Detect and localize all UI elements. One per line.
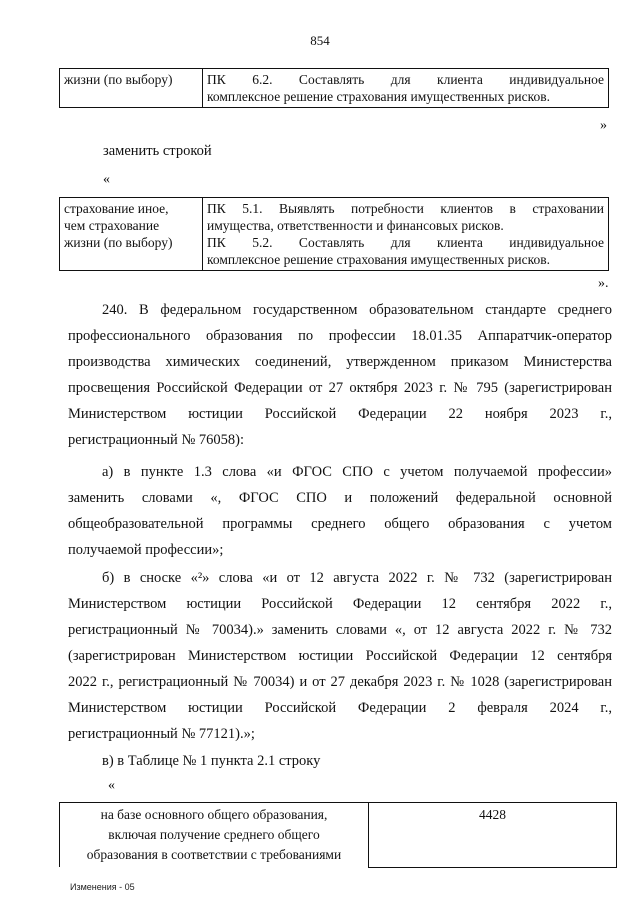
table-cell-competencies: ПК 5.1. Выявлять потребности клиентов в страховании имущества, ответственности и финансовых рисков. ПК 5.2. Составлять для клиента индивидуальное комплексное решение страхования имущественных рисков. <box>203 198 609 271</box>
footer-label: Изменения - 05 <box>70 882 135 892</box>
table-cell-competencies: ПК 6.2. Составлять для клиента индивидуальное комплексное решение страхования имущественных рисков. <box>203 69 609 108</box>
replace-instruction: заменить строкой <box>103 143 212 159</box>
opening-quote: « <box>103 172 110 187</box>
closing-quote: » <box>600 118 607 133</box>
paragraph-b: б) в сноске «²» слова «и от 12 августа 2022 г. № 732 (зарегистрирован Министерством юстиции Российской Федерации 12 сентября 2022 г., регистрационный № 70034).» заменить словами «, от 12 августа 2022 г. № 732 (зарегистрирован Министерством юстиции Российской Федерации 12 сентября 2022 г., регистрационный № 70034) и от 27 декабря 2023 г. № 1028 (зарегистрирован Министерством юстиции Российской Федерации 2 февраля 2024 г., регистрационный № 77121).»; <box>68 570 612 742</box>
table-row-education-base <box>59 802 617 868</box>
closing-quote-period: ». <box>598 276 609 291</box>
table-cell-specialty: страхование иное, чем страхование жизни (по выбору) <box>60 198 203 271</box>
table-cell-education-base: на базе основного общего образования, включая получение среднего общего образования в соответствии с требованиями <box>60 803 369 868</box>
table-row-life-insurance <box>59 68 609 108</box>
table-cell-hours: 4428 <box>369 803 617 868</box>
opening-quote: « <box>108 778 115 793</box>
table-cell-specialty: жизни (по выбору) <box>60 69 203 108</box>
table-row-other-insurance <box>59 197 609 271</box>
paragraph-c: в) в Таблице № 1 пункта 2.1 строку <box>102 753 321 769</box>
paragraph-240: 240. В федеральном государственном образовательном стандарте среднего профессионального образования по профессии 18.01.35 Аппаратчик-оператор производства химических соединений, утвержденном приказом Министерства просвещения Российской Федерации от 27 октября 2023 г. № 795 (зарегистрирован Министерством юстиции Российской Федерации 22 ноября 2023 г., регистрационный № 76058): <box>68 302 612 448</box>
paragraph-a: а) в пункте 1.3 слова «и ФГОС СПО с учетом получаемой профессии» заменить словами «, ФГОС СПО и положений федеральной основной общеобразовательной программы среднего общего образования с учетом получаемой профессии»; <box>68 464 612 558</box>
page-number: 854 <box>310 33 330 48</box>
